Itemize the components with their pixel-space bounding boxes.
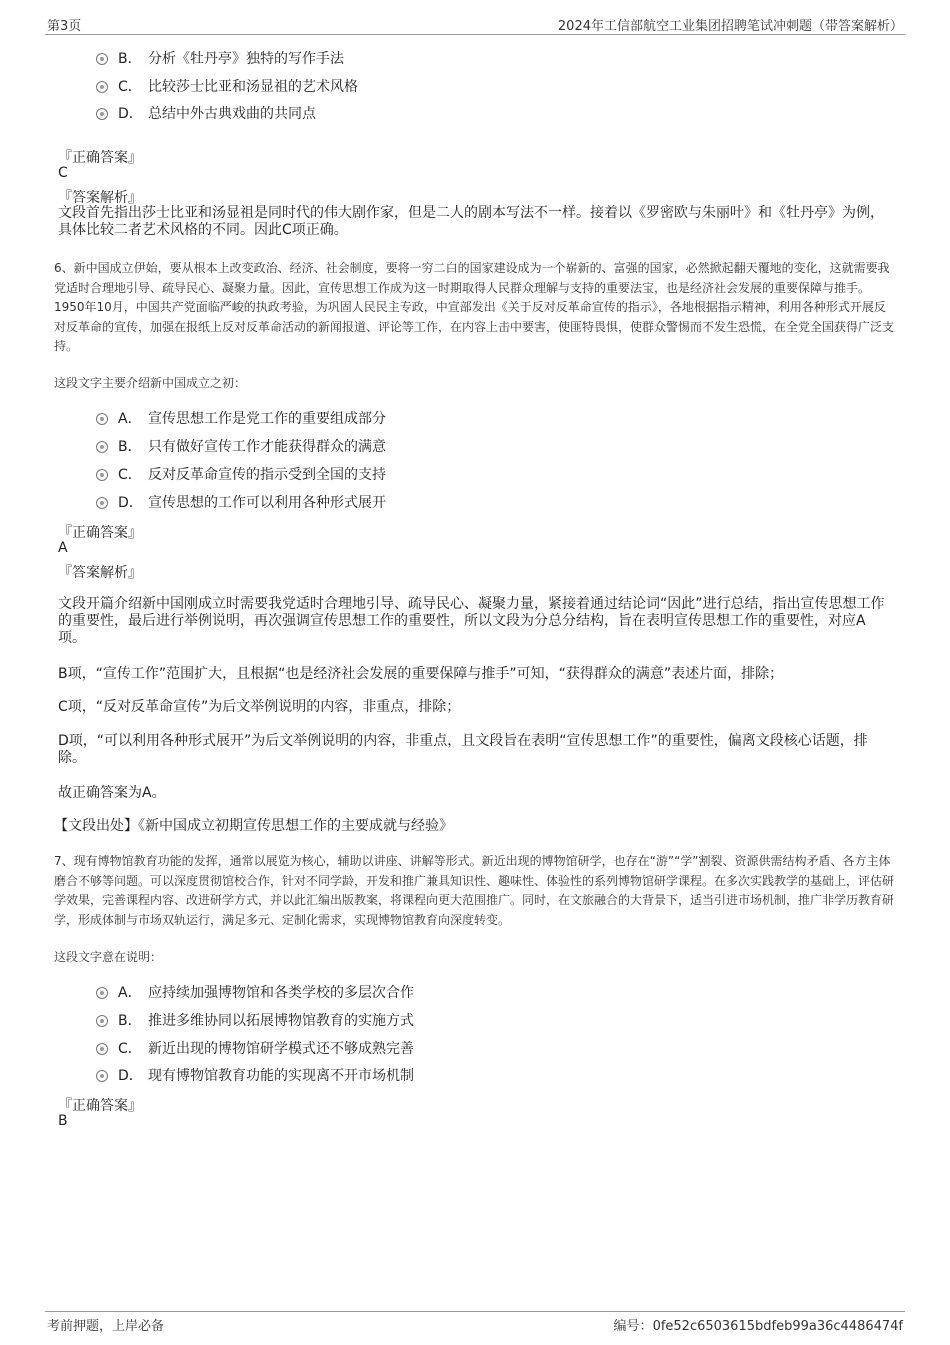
document-title: 2024年工信部航空工业集团招聘笔试冲刺题（带答案解析） — [557, 19, 903, 34]
page-header — [45, 14, 905, 35]
option-text: 宣传思想的工作可以利用各种形式展开 — [148, 495, 386, 511]
q7-question: 7、现有博物馆教育功能的发挥，通常以展览为核心，辅助以讲座、讲解等形式。新近出现的博物馆研学，也存在“游”“学”割裂、资源供需结构矛盾、各方主体磨合不够等问题。可以深度贯彻馆校合作，针对不同学龄，开发和推广兼具知识性、趣味性、体验性的系列博物馆研学课程。在多次实践教学的基础上，评估研学效果，完善课程内容、改进研学方式，并以此汇编出版教案，将课程向更大范围推广。同时，在文旅融合的大背景下，适当引进市场机制，推广非学历教育研学，形成体制与市场双轨运行，满足多元、定制化需求，实现博物馆教育向深度转变。 — [54, 854, 895, 927]
serial-label: 编号： — [613, 1319, 653, 1334]
option-text: 比较莎士比亚和汤显祖的艺术风格 — [148, 79, 358, 95]
page-number: 第3页 — [47, 19, 82, 34]
option-text: 宣传思想工作是党工作的重要组成部分 — [148, 411, 386, 427]
q6-analysis-para-2: B项，“宣传工作”范围扩大，且根据“也是经济社会发展的重要保障与推手”可知，“获得群众的满意”表述片面，排除； — [58, 666, 784, 682]
q6-analysis-para-5: 故正确答案为A。 — [58, 785, 166, 801]
radio-icon[interactable] — [96, 1070, 108, 1082]
option-text: 分析《牡丹亭》独特的写作手法 — [148, 51, 344, 67]
radio-icon[interactable] — [96, 1015, 108, 1027]
radio-icon[interactable] — [96, 53, 108, 65]
q7-answer-label: 『正确答案』 — [58, 1098, 142, 1114]
page-footer — [45, 1311, 905, 1336]
footer-serial — [614, 1315, 903, 1334]
q6-stem: 这段文字主要介绍新中国成立之初： — [54, 376, 247, 390]
radio-icon[interactable] — [96, 497, 108, 509]
q6-source: 【文段出处】《新中国成立初期宣传思想工作的主要成就与经验》 — [54, 818, 453, 834]
option-text: 推进多维协同以拓展博物馆教育的实施方式 — [148, 1013, 414, 1029]
footer-slogan: 考前押题，上岸必备 — [47, 1319, 165, 1334]
option-letter: A． — [118, 411, 142, 427]
q6-analysis-para-4: D项，“可以利用各种形式展开”为后文举例说明的内容，非重点，且文段旨在表明“宣传思想工作”的重要性，偏离文段核心话题，排除。 — [58, 733, 868, 766]
q5-answer: C — [58, 165, 68, 181]
q7-stem: 这段文字意在说明： — [54, 950, 163, 964]
option-letter: A． — [118, 985, 142, 1001]
q6-answer-label: 『正确答案』 — [58, 525, 142, 541]
option-letter: D． — [118, 1068, 143, 1084]
option-letter: C． — [118, 1041, 142, 1057]
q5-answer-label: 『正确答案』 — [58, 150, 142, 166]
radio-icon[interactable] — [96, 81, 108, 93]
radio-icon[interactable] — [96, 1043, 108, 1055]
option-text: 新近出现的博物馆研学模式还不够成熟完善 — [148, 1041, 414, 1057]
radio-icon[interactable] — [96, 413, 108, 425]
option-letter: B． — [118, 1013, 142, 1029]
radio-icon[interactable] — [96, 987, 108, 999]
option-text: 只有做好宣传工作才能获得群众的满意 — [148, 439, 386, 455]
q6-analysis-para-1: 文段开篇介绍新中国刚成立时需要我党适时合理地引导、疏导民心、凝聚力量，紧接着通过结论词“因此”进行总结，指出宣传思想工作的重要性，最后进行举例说明，再次强调宣传思想工作的重要性，所以文段为分总分结构，旨在表明宣传思想工作的重要性，对应A项。 — [58, 596, 885, 646]
radio-icon[interactable] — [96, 108, 108, 120]
option-text: 总结中外古典戏曲的共同点 — [148, 106, 316, 122]
option-letter: D． — [118, 106, 143, 122]
q5-analysis: 文段首先指出莎士比亚和汤显祖是同时代的伟大剧作家，但是二人的剧本写法不一样。接着以《罗密欧与朱丽叶》和《牡丹亭》为例，具体比较二者艺术风格的不同。因此C项正确。 — [58, 205, 884, 238]
radio-icon[interactable] — [96, 469, 108, 481]
option-letter: B． — [118, 51, 142, 67]
q6-question: 6、新中国成立伊始，要从根本上改变政治、经济、社会制度，要将一穷二白的国家建设成为一个崭新的、富强的国家，必然掀起翻天覆地的变化，这就需要我党适时合理地引导、疏导民心、凝聚力量。因此，宣传思想工作成为这一时期取得人民群众理解与支持的重要法宝，也是经济社会发展的重要保障与推手。1950年10月，中国共产党面临严峻的执政考验，为巩固人民民主专政，中宣部发出《关于反对反革命宣传的指示》，各地根据指示精神，利用各种形式开展反对反革命的宣传，加强在报纸上反对反革命活动的新闻报道、评论等工作，在内容上击中要害，使匪特畏惧，使群众警惕而不发生恐慌，在全党全国获得广泛支持。 — [54, 261, 895, 353]
serial-number: 0fe52c6503615bdfeb99a36c4486474f — [652, 1319, 903, 1334]
option-text: 应持续加强博物馆和各类学校的多层次合作 — [148, 985, 414, 1001]
option-text: 现有博物馆教育功能的实现离不开市场机制 — [148, 1068, 414, 1084]
radio-icon[interactable] — [96, 441, 108, 453]
q5-analysis-label: 『答案解析』 — [58, 190, 142, 206]
option-letter: D． — [118, 495, 143, 511]
q7-answer: B — [58, 1113, 68, 1129]
option-letter: C． — [118, 79, 142, 95]
option-letter: B． — [118, 439, 142, 455]
q6-analysis-label: 『答案解析』 — [58, 565, 142, 581]
q6-analysis-para-3: C项，“反对反革命宣传”为后文举例说明的内容，非重点，排除； — [58, 699, 461, 715]
option-text: 反对反革命宣传的指示受到全国的支持 — [148, 467, 386, 483]
option-letter: C． — [118, 467, 142, 483]
q6-answer: A — [58, 540, 68, 556]
